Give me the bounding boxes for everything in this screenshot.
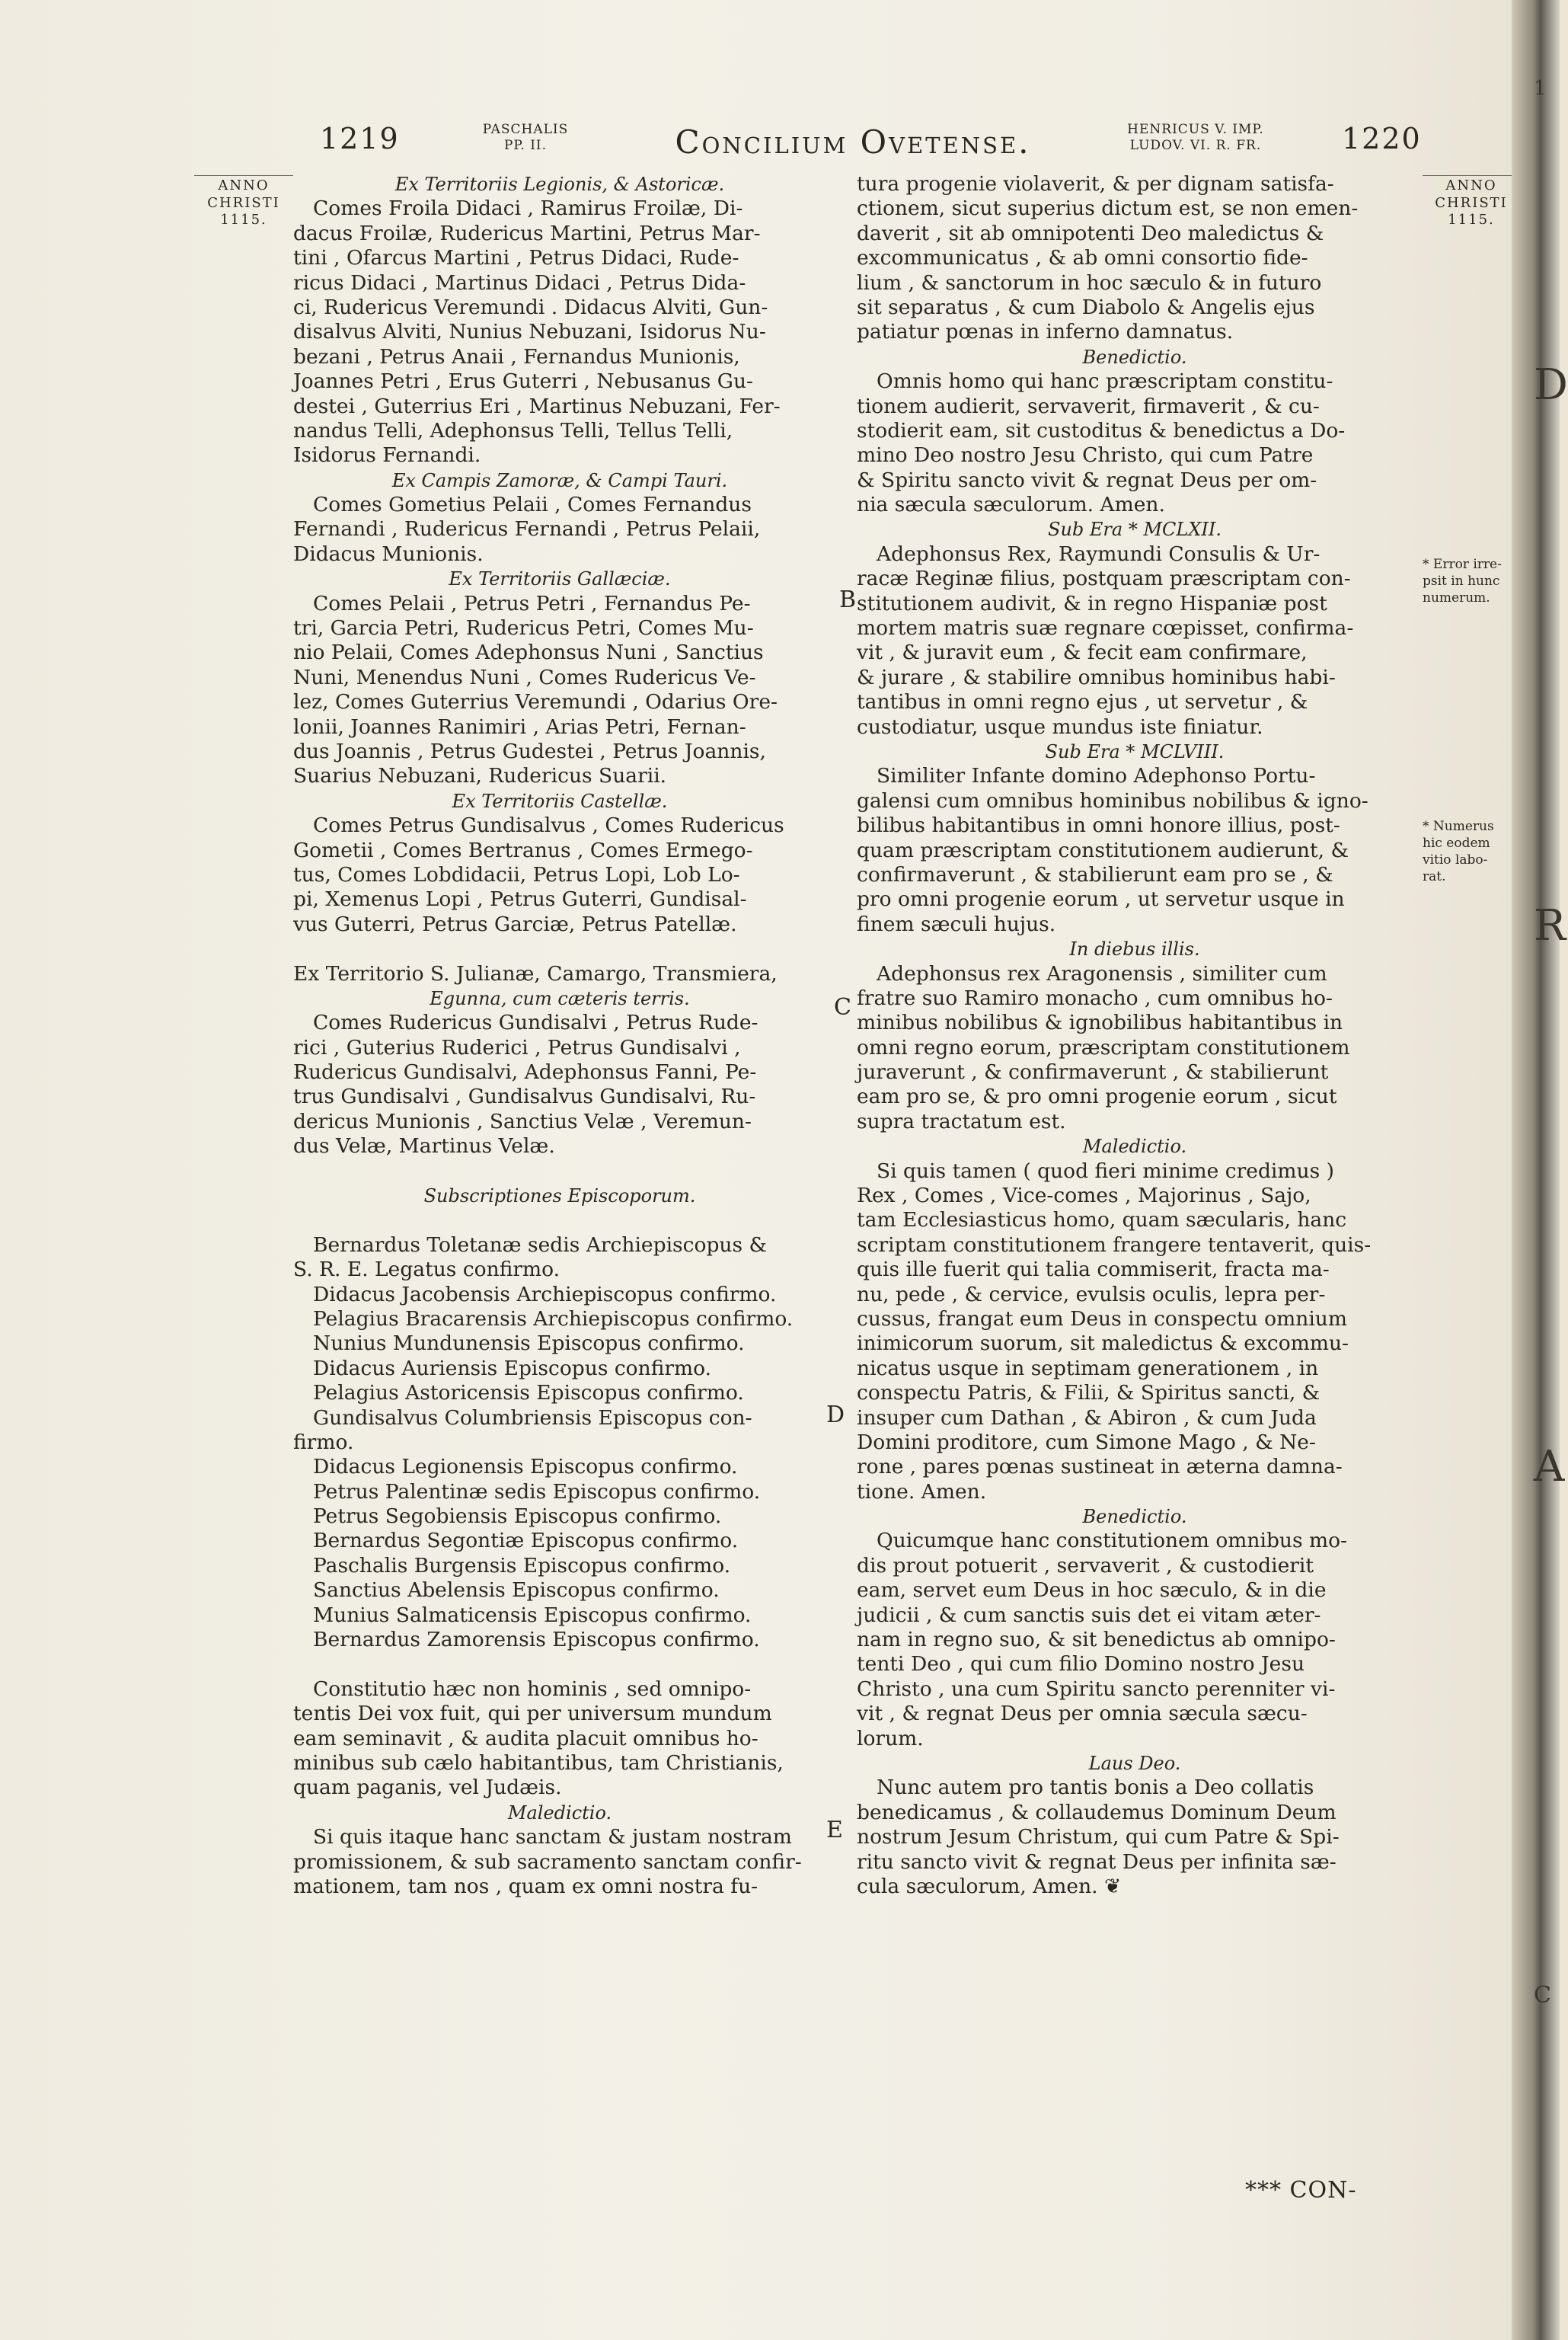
text-line: quam præscriptam constitutionem audierunt, & [857, 838, 1349, 862]
text-line: nostrum Jesum Christum, qui cum Patre & Spi- [857, 1825, 1340, 1849]
adjacent-page-fragment-3: R [1534, 901, 1566, 951]
text-line: lez, Comes Guterrius Veremundi , Odarius Ore- [293, 690, 778, 714]
text-line: Isidorus Fernandi. [293, 443, 481, 468]
text-line: lonii, Joannes Ranimiri , Arias Petri, Fernan- [293, 714, 746, 739]
text-line: mino Deo nostro Jesu Christo, qui cum Patre [857, 443, 1314, 468]
text-line: custodiatur, usque mundus iste finiatur. [857, 714, 1263, 739]
text-line: pi, Xemenus Lopi , Petrus Guterri, Gundisal- [293, 887, 747, 912]
text-line: Similiter Infante domino Adephonso Portu- [877, 764, 1316, 788]
text-line: stodierit eam, sit custoditus & benedictus a Do- [857, 418, 1346, 443]
adjacent-page-fragment-1: 1 [1534, 77, 1547, 100]
margin-anno-left-line-1: ANNO [218, 177, 270, 193]
left-text-column [293, 172, 826, 1899]
blank-line [293, 1652, 826, 1677]
text-line: fratre suo Ramiro monacho , cum omnibus ho- [857, 986, 1333, 1010]
text-line: Bernardus Segontiæ Episcopus confirmo. [313, 1529, 739, 1553]
text-line: & jurare , & stabilire omnibus hominibus habi- [857, 665, 1336, 689]
text-line: vit , & regnat Deus per omnia sæcula sæcu- [857, 1702, 1308, 1726]
text-line: Pelagius Bracarensis Archiepiscopus confirmo. [313, 1306, 794, 1331]
rubric-pope-line-2: PP. II. [503, 138, 548, 154]
section-heading: Sub Era * MCLXII. [1048, 519, 1222, 541]
text-line: Comes Gometius Pelaii , Comes Fernandus [313, 493, 752, 517]
text-line: pro omni progenie eorum , ut servetur usque in [857, 887, 1345, 912]
text-line: Quicumque hanc constitutionem omnibus mo- [877, 1529, 1348, 1553]
text-line: tionem audierit, servaverit, firmaverit , & cu- [857, 394, 1320, 418]
blank-line [293, 1208, 826, 1232]
text-line: S. R. E. Legatus confirmo. [293, 1258, 560, 1282]
text-line: eam seminavit , & audita placuit omnibus ho- [293, 1726, 758, 1750]
section-heading: Subscriptiones Episcoporum. [423, 1185, 696, 1207]
text-line: Si quis tamen ( quod fieri minime credimus ) [877, 1159, 1334, 1183]
section-letter-e: E [826, 1817, 843, 1843]
rubric-emperor-line-2: LUDOV. VI. R. FR. [1129, 138, 1262, 154]
section-heading: Maledictio. [1082, 1136, 1187, 1158]
section-heading: Ex Territoriis Legionis, & Astoricæ. [394, 174, 725, 195]
text-line: Omnis homo qui hanc præscriptam constitu- [877, 369, 1333, 394]
text-line: conspectu Patris, & Filii, & Spiritus sancti, & [857, 1381, 1321, 1405]
text-line: nam in regno suo, & sit benedictus ab omnipo- [857, 1628, 1336, 1652]
text-line: tentis Dei vox fuit, qui per universum mundum [293, 1702, 772, 1726]
text-line: Didacus Legionensis Episcopus confirmo. [313, 1455, 738, 1479]
text-line: Gundisalvus Columbriensis Episcopus con- [313, 1405, 752, 1430]
text-line: Didacus Jacobensis Archiepiscopus confirmo. [313, 1282, 777, 1306]
text-line: bezani , Petrus Anaii , Fernandus Munionis, [293, 344, 740, 369]
text-line: rici , Guterius Ruderici , Petrus Gundisalvi , [293, 1035, 741, 1060]
text-line: Petrus Palentinæ sedis Episcopus confirmo. [313, 1479, 761, 1504]
blank-line [293, 937, 826, 961]
text-line: confirmaverunt , & stabilierunt eam pro se , & [857, 862, 1333, 887]
margin-note-numerus [1423, 818, 1514, 885]
text-line: stitutionem audivit, & in regno Hispaniæ post [857, 591, 1327, 615]
text-line: vus Guterri, Petrus Garciæ, Petrus Patellæ. [293, 912, 737, 936]
text-line: tura progenie violaverit, & per dignam satisfa- [857, 172, 1334, 196]
text-line: Si quis itaque hanc sanctam & justam nostram [313, 1825, 792, 1849]
text-line: lorum. [857, 1726, 924, 1750]
page-number-left: 1219 [320, 122, 400, 155]
text-line: destei , Guterrius Eri , Martinus Nebuzani, Fer- [293, 394, 781, 418]
text-line: ricus Didaci , Martinus Didaci , Petrus Dida- [293, 270, 746, 295]
text-line: Didacus Munionis. [293, 542, 484, 566]
text-line: Ex Territorio S. Julianæ, Camargo, Transmiera, [293, 961, 778, 986]
adjacent-page-fragment-4: A [1534, 1442, 1565, 1491]
text-line: judicii , & cum sanctis suis det ei vitam æter- [857, 1603, 1321, 1627]
text-line: vit , & juravit eum , & fecit eam confirmare, [857, 641, 1308, 665]
text-line: nandus Telli, Adephonsus Telli, Tellus Telli, [293, 418, 733, 443]
section-letter-b: B [839, 587, 857, 613]
text-line: mortem matris suæ regnare cœpisset, confirma- [857, 616, 1354, 641]
rubric-emperor-line-1: HENRICUS V. IMP. [1127, 122, 1264, 137]
rubric-emperor [1097, 122, 1295, 155]
text-line: minibus sub cælo habitantibus, tam Christianis, [293, 1751, 784, 1775]
text-line: Bernardus Toletanæ sedis Archiepiscopus & [313, 1232, 768, 1257]
text-line: Constitutio hæc non hominis , sed omnipo- [313, 1677, 752, 1701]
section-heading: Benedictio. [1082, 1506, 1187, 1528]
text-line: racæ Reginæ filius, postquam præscriptam con- [857, 567, 1351, 591]
text-line: Rex , Comes , Vice-comes , Majorinus , Sajo, [857, 1184, 1311, 1208]
text-line: inimicorum suorum, sit maledictus & excommu- [857, 1331, 1349, 1356]
text-line: tantibus in omni regno ejus , ut servetur , & [857, 690, 1308, 714]
section-heading: Ex Territoriis Castellæ. [452, 790, 668, 812]
text-line: ci, Rudericus Veremundi . Didacus Alviti, Gun- [293, 295, 768, 319]
text-line: dericus Munionis , Sanctius Velæ , Veremun- [293, 1109, 752, 1133]
text-line: sit separatus , & cum Diabolo & Angelis ejus [857, 295, 1315, 319]
text-line: nicatus usque in septimam generationem , in [857, 1356, 1319, 1380]
margin-anno-left-line-3: 1115. [220, 212, 267, 228]
margin-anno-left [194, 175, 293, 229]
adjacent-page-edge [1531, 0, 1568, 2340]
text-line: ctionem, sicut superius dictum est, se non emen- [857, 197, 1359, 221]
text-line: nia sæcula sæculorum. Amen. [857, 493, 1165, 517]
text-line: eam pro se, & pro omni progenie eorum , sicut [857, 1085, 1337, 1109]
text-line: daverit , sit ab omnipotenti Deo maledictus & [857, 221, 1324, 245]
text-line: Fernandi , Rudericus Fernandi , Petrus Pelaii, [293, 517, 761, 542]
section-heading: Benedictio. [1082, 346, 1187, 368]
text-line: supra tractatum est. [857, 1109, 1066, 1133]
text-line: nio Pelaii, Comes Adephonsus Nuni , Sanctius [293, 641, 764, 665]
text-line: benedicamus , & collaudemus Dominum Deum [857, 1800, 1336, 1824]
text-line: Comes Rudericus Gundisalvi , Petrus Rude- [313, 1011, 758, 1035]
text-line: bilibus habitantibus in omni honore illius, post- [857, 814, 1340, 838]
text-line: Adephonsus Rex, Raymundi Consulis & Ur- [877, 542, 1321, 566]
text-line: Joannes Petri , Erus Guterri , Nebusanus Gu- [293, 369, 754, 394]
text-line: nu, pede , & cervice, evulsis oculis, lepra per- [857, 1282, 1326, 1306]
catchword: *** CON- [1245, 2177, 1357, 2204]
section-heading: Ex Territoriis Gallæciæ. [449, 568, 671, 590]
text-line: galensi cum omnibus hominibus nobilibus & igno- [857, 788, 1368, 813]
margin-note-error [1423, 556, 1514, 606]
text-line: dus Velæ, Martinus Velæ. [293, 1134, 555, 1159]
text-line: minibus nobilibus & ignobilibus habitantibus in [857, 1011, 1343, 1035]
text-line: Nunius Mundunensis Episcopus confirmo. [313, 1331, 745, 1356]
text-line: Comes Petrus Gundisalvus , Comes Rudericus [313, 814, 784, 838]
text-line: mationem, tam nos , quam ex omni nostra fu- [293, 1874, 758, 1898]
text-line: & Spiritu sancto vivit & regnat Deus per om- [857, 468, 1317, 492]
right-text-column [857, 172, 1413, 1899]
text-line: trus Gundisalvi , Gundisalvus Gundisalvi, Ru- [293, 1085, 756, 1109]
text-line: tenti Deo , qui cum filio Domino nostro Jesu [857, 1652, 1305, 1677]
margin-anno-right-line-1: ANNO [1445, 177, 1497, 193]
blank-line [293, 1159, 826, 1184]
section-heading: Ex Campis Zamoræ, & Campi Tauri. [391, 469, 728, 491]
text-line: Sanctius Abelensis Episcopus confirmo. [313, 1578, 720, 1603]
text-line: cussus, frangat eum Deus in conspectu omnium [857, 1306, 1347, 1331]
text-line: Comes Pelaii , Petrus Petri , Fernandus Pe- [313, 591, 751, 615]
text-line: insuper cum Dathan , & Abiron , & cum Juda [857, 1405, 1317, 1430]
text-line: Petrus Segobiensis Episcopus confirmo. [313, 1504, 722, 1529]
margin-anno-right [1423, 175, 1520, 229]
text-line: quis ille fuerit qui talia commiserit, fracta ma- [857, 1258, 1330, 1282]
text-line: dis prout potuerit , servaverit , & custodierit [857, 1553, 1314, 1578]
margin-note-error-line-2: psit in hunc [1423, 574, 1500, 590]
margin-note-error-line-3: numerum. [1423, 590, 1490, 606]
text-line: Adephonsus rex Aragonensis , similiter cum [877, 961, 1327, 986]
margin-note-numerus-line-1: * Numerus [1423, 819, 1494, 834]
section-heading: Maledictio. [507, 1801, 612, 1824]
text-line: dus Joannis , Petrus Gudestei , Petrus Joannis, [293, 739, 766, 763]
text-line: Munius Salmaticensis Episcopus confirmo. [313, 1603, 752, 1627]
text-line: rone , pares pœnas sustineat in æterna damna- [857, 1455, 1343, 1479]
text-line: excommunicatus , & ab omni consortio fide- [857, 246, 1308, 270]
text-line: lium , & sanctorum in hoc sæculo & in futuro [857, 270, 1322, 295]
section-letter-d: D [826, 1402, 845, 1428]
adjacent-page-fragment-5: C [1534, 1982, 1551, 2009]
page-header [0, 122, 1515, 168]
text-line: tri, Garcia Petri, Rudericus Petri, Comes Mu- [293, 616, 754, 641]
text-line: Christo , una cum Spiritu sancto perenniter vi- [857, 1677, 1336, 1701]
text-line: Paschalis Burgensis Episcopus confirmo. [313, 1553, 731, 1578]
text-line: Didacus Auriensis Episcopus confirmo. [313, 1356, 712, 1380]
text-line: Nunc autem pro tantis bonis a Deo collatis [877, 1776, 1314, 1800]
text-line: Rudericus Gundisalvi, Adephonsus Fanni, Pe- [293, 1060, 757, 1085]
text-line: patiatur pœnas in inferno damnatus. [857, 320, 1234, 344]
page-number-right: 1220 [1342, 122, 1422, 155]
margin-note-numerus-line-2: hic eodem [1423, 836, 1490, 852]
text-line: Domini proditore, cum Simone Mago , & Ne- [857, 1430, 1316, 1454]
text-line: quam paganis, vel Judæis. [293, 1776, 562, 1800]
margin-note-numerus-line-4: rat. [1423, 869, 1446, 885]
margin-note-error-line-1: * Error irre- [1423, 557, 1502, 572]
section-heading: Egunna, cum cæteris terris. [430, 987, 690, 1009]
section-heading: Laus Deo. [1088, 1753, 1181, 1774]
section-heading: Sub Era * MCLVIII. [1045, 740, 1225, 762]
section-heading: In diebus illis. [1069, 938, 1200, 961]
text-line: ritu sancto vivit & regnat Deus per infinita sæ- [857, 1849, 1336, 1874]
margin-anno-right-line-3: 1115. [1448, 212, 1495, 228]
text-line: Suarius Nebuzani, Rudericus Suarii. [293, 764, 667, 788]
rubric-pope-line-1: PASCHALIS [482, 122, 569, 137]
adjacent-page-fragment-2: D [1534, 360, 1568, 410]
text-line: tione. Amen. [857, 1479, 987, 1504]
text-line: juraverunt , & confirmaverunt , & stabilierunt [857, 1060, 1329, 1085]
text-line: Comes Froila Didaci , Ramirus Froilæ, Di- [313, 197, 743, 221]
margin-note-numerus-line-3: vitio labo- [1423, 852, 1488, 868]
text-line: firmo. [293, 1430, 354, 1454]
text-line: tini , Ofarcus Martini , Petrus Didaci, Rude- [293, 246, 739, 270]
text-line: cula sæculorum, Amen. ❦ [857, 1874, 1122, 1898]
text-line: disalvus Alviti, Nunius Nebuzani, Isidorus Nu- [293, 320, 766, 344]
text-line: tus, Comes Lobdidacii, Petrus Lopi, Lob Lo- [293, 862, 740, 887]
text-line: omni regno eorum, præscriptam constitutionem [857, 1035, 1350, 1060]
text-line: eam, servet eum Deus in hoc sæculo, & in die [857, 1578, 1327, 1603]
margin-anno-left-line-2: CHRISTI [207, 194, 280, 211]
text-line: Pelagius Astoricensis Episcopus confirmo. [313, 1381, 744, 1405]
text-line: scriptam constitutionem frangere tentaverit, quis- [857, 1232, 1372, 1257]
text-line: Gometii , Comes Bertranus , Comes Ermego- [293, 838, 753, 862]
text-line: finem sæculi hujus. [857, 912, 1056, 936]
margin-anno-right-line-2: CHRISTI [1435, 194, 1508, 211]
rubric-pope [472, 122, 579, 155]
text-line: tam Ecclesiasticus homo, quam sæcularis, hanc [857, 1208, 1347, 1232]
text-line: Nuni, Menendus Nuni , Comes Rudericus Ve- [293, 665, 756, 689]
text-line: promissionem, & sub sacramento sanctam confir- [293, 1849, 802, 1874]
text-line: dacus Froilæ, Rudericus Martini, Petrus Mar- [293, 221, 761, 245]
section-letter-c: C [834, 994, 851, 1021]
running-title: Concilium Ovetense. [675, 123, 1031, 161]
text-line: Bernardus Zamorensis Episcopus confirmo. [313, 1628, 760, 1652]
